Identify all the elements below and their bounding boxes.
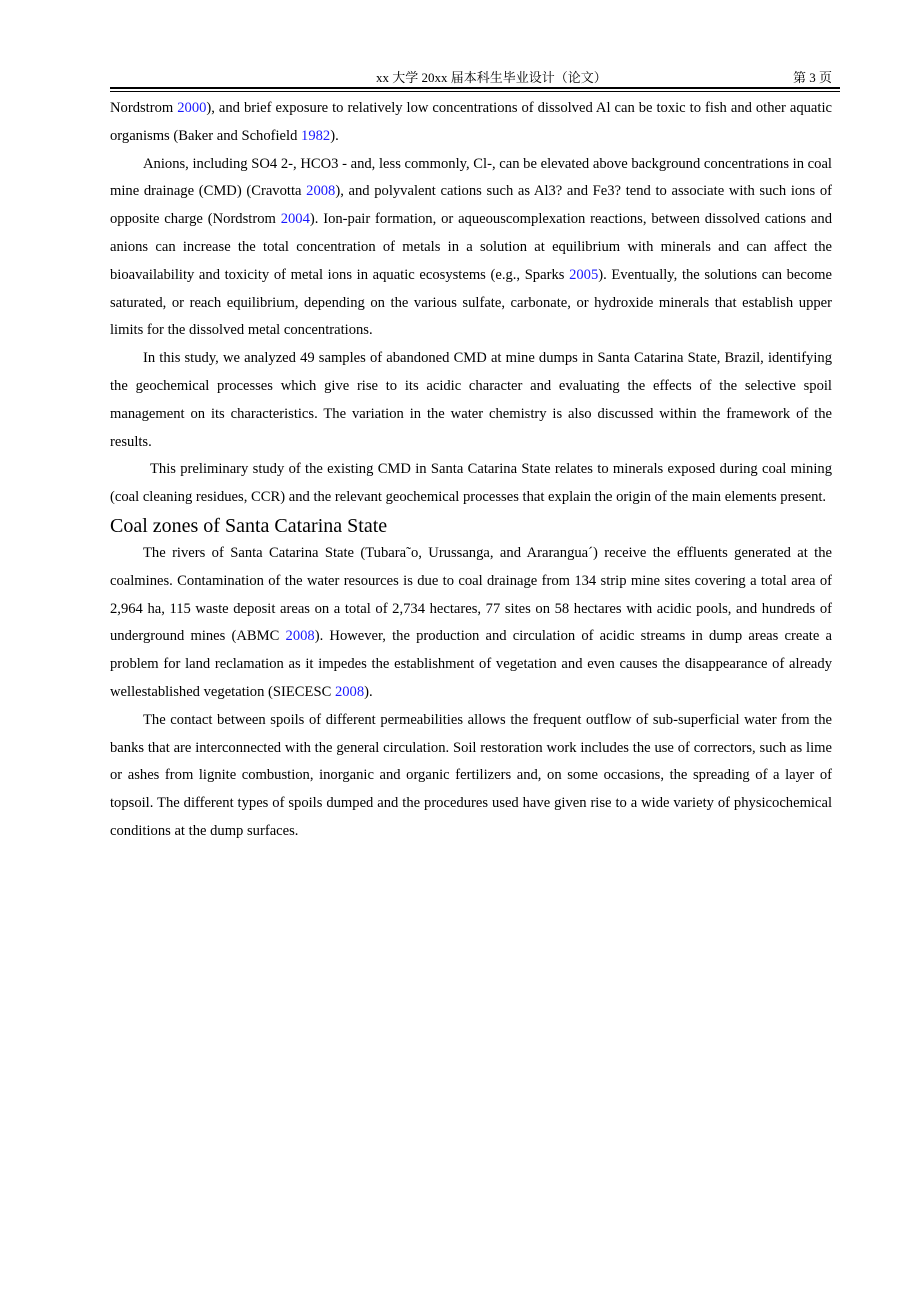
text-span: The rivers of Santa Catarina State (Tubara˜o, Urussanga, and Ararangua´) receive the effluents generated at the coalmines. Contamination of the water resources is due to coal drainage from 134 strip mine sites covering a total area of 2,964 ha, 115 waste deposit areas on a total of 2,734 hectares, 77 sites on 58 hectares with acidic pools, and hundreds of underground mines (ABMC xyxy=(110,544,832,645)
citation-link[interactable]: 2008 xyxy=(306,183,336,200)
paragraph-3: In this study, we analyzed 49 samples of abandoned CMD at mine dumps in Santa Catarina State, Brazil, identifying the geochemical processes which give rise to its acidic character and evaluating the effects of the selective spoil management on its characteristics. The variation in the water chemistry is also discussed within the framework of the results. xyxy=(110,350,832,450)
page-header xyxy=(110,66,832,86)
header-title: xx 大学 20xx 届本科生毕业设计（论文） xyxy=(376,70,607,85)
header-rule-thin xyxy=(110,91,840,92)
text-span: ), and polyvalent cations such as Al3? and Fe3? tend to associate with such ions of opposite charge (Nordstrom xyxy=(110,183,832,228)
citation-link[interactable]: 2008 xyxy=(334,683,365,700)
text-span: ). xyxy=(364,683,373,700)
citation-link[interactable]: 2008 xyxy=(285,628,315,645)
text-span: ). Ion-pair formation, or aqueouscomplexation reactions, between dissolved cations and anions can increase the total concentration of metals in a solution at equilibrium with minerals and can affect the bioavailability and toxicity of metal ions in aquatic ecosystems (e.g., Sparks xyxy=(110,211,832,283)
section-heading: Coal zones of Santa Catarina State xyxy=(110,514,388,537)
paragraph-2 xyxy=(110,151,832,346)
citation-link[interactable]: 2004 xyxy=(280,211,310,228)
paragraph-6: The contact between spoils of different permeabilities allows the frequent outflow of sub-superficial water from the banks that are interconnected with the general circulation. Soil restoration work includes the use of correctors, such as lime or ashes from lignite combustion, inorganic and organic fertilizers and, on some occasions, the spreading of a layer of topsoil. The different types of spoils dumped and the procedures used have given rise to a wide variety of physicochemical conditions at the dump surfaces. xyxy=(110,711,832,839)
header-rule xyxy=(110,87,840,89)
citation-link[interactable]: 1982 xyxy=(301,127,331,144)
text-span: ), and brief exposure to relatively low concentrations of dissolved Al can be toxic to fish and other aquatic organisms (Baker and Schofield xyxy=(110,100,832,144)
text-span: ). Eventually, the solutions can become saturated, or reach equilibrium, depending on the various sulfate, carbonate, or hydroxide minerals that establish upper limits for the dissolved metal concentrations. xyxy=(110,266,832,339)
text-span: ). xyxy=(330,127,339,144)
citation-link[interactable]: 2000 xyxy=(177,100,207,116)
document-body xyxy=(110,95,832,846)
text-span: Nordstrom xyxy=(110,100,178,116)
header-page-number: 第 3 页 xyxy=(792,70,832,85)
paragraph-1 xyxy=(110,95,832,151)
text-span: Anions, including SO4 2-, HCO3 - and, less commonly, Cl-, can be elevated above background concentrations in coal mine drainage (CMD) (Cravotta xyxy=(110,155,832,200)
paragraph-5 xyxy=(110,540,832,707)
paragraph-4: This preliminary study of the existing CMD in Santa Catarina State relates to minerals exposed during coal mining (coal cleaning residues, CCR) and the relevant geochemical processes that explain the origin of the main elements present. xyxy=(110,461,832,506)
citation-link[interactable]: 2005 xyxy=(569,266,599,283)
text-span: ). However, the production and circulation of acidic streams in dump areas create a problem for land reclamation as it impedes the establishment of vegetation and even causes the disappearance of already wellestablished vegetation (SIECESC xyxy=(110,628,832,700)
